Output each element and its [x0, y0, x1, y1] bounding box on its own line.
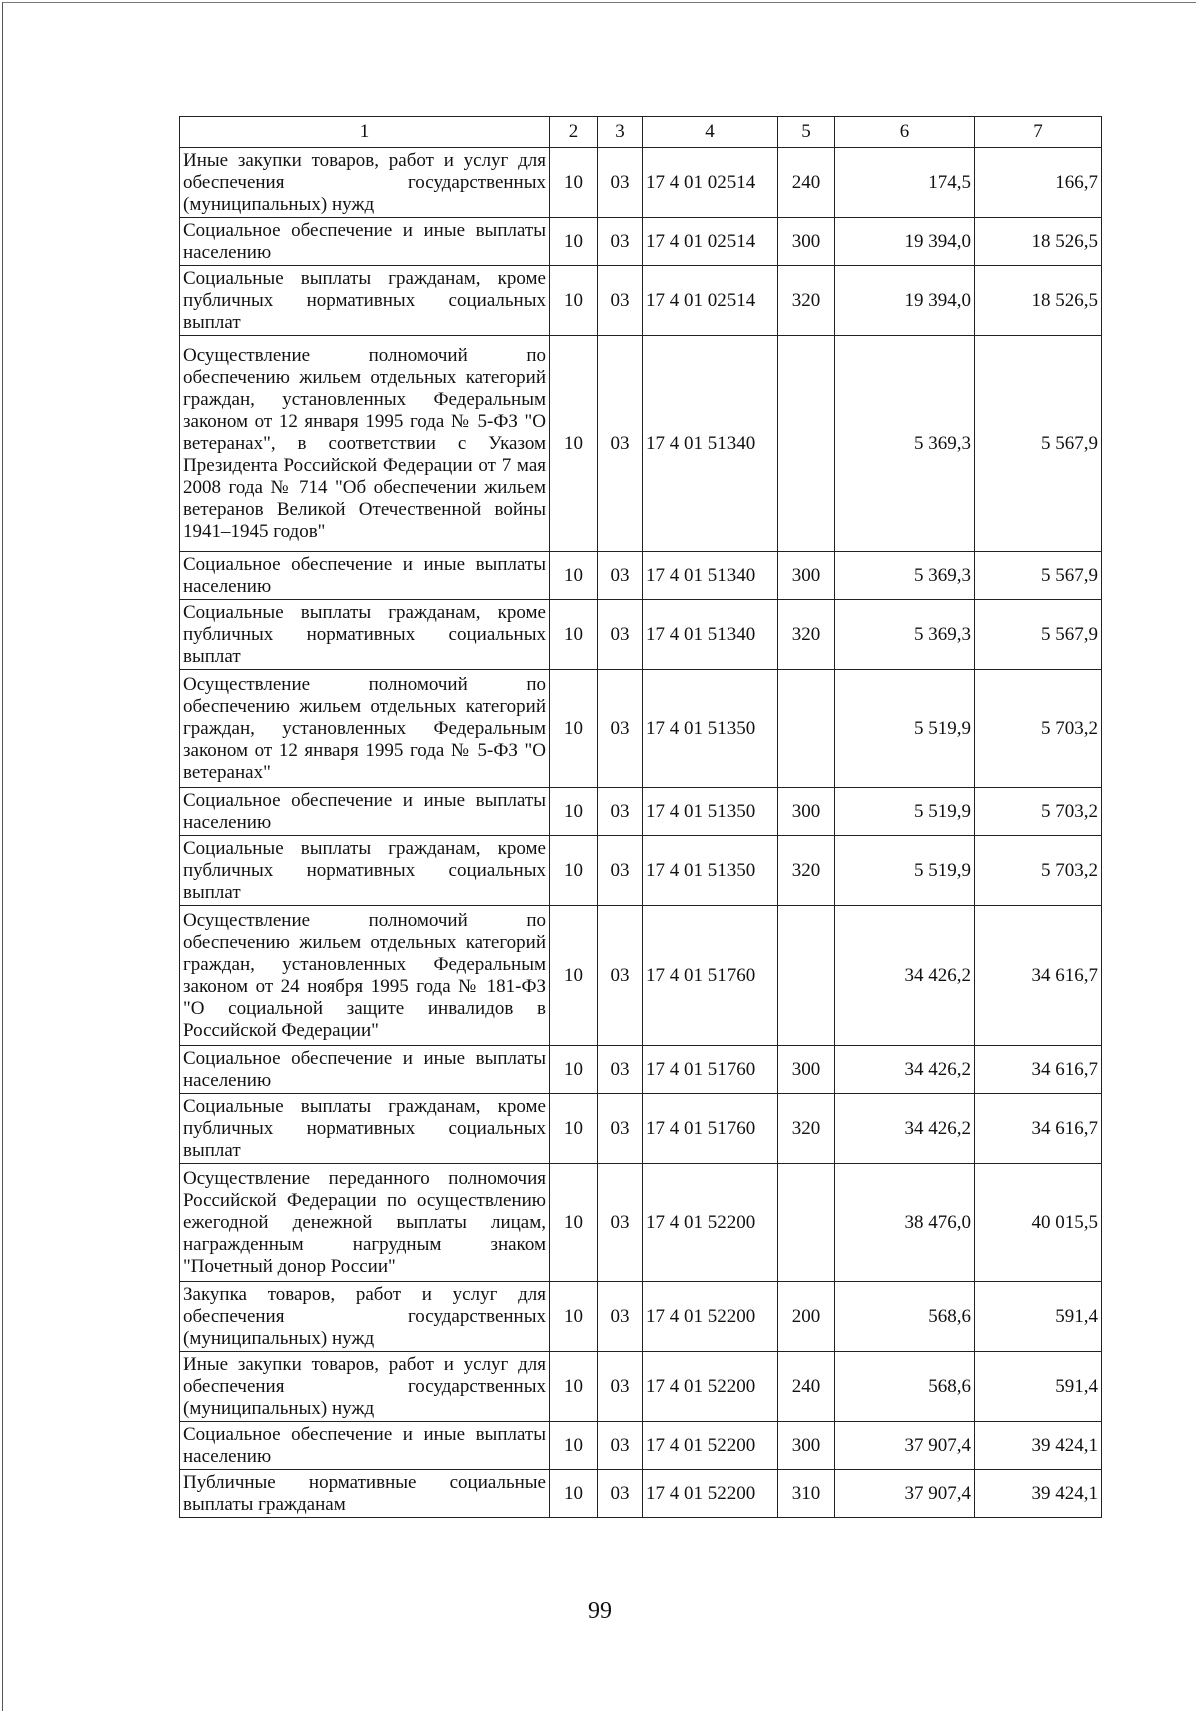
header-col-6: 6 [835, 117, 975, 148]
row-col-7: 40 015,5 [975, 1164, 1102, 1282]
row-col-6: 568,6 [835, 1352, 975, 1422]
row-col-7: 5 703,2 [975, 836, 1102, 906]
header-col-3: 3 [598, 117, 643, 148]
row-col-6: 5 369,3 [835, 336, 975, 552]
row-name: Социальное обеспечение и иные выплаты населению [180, 1422, 550, 1470]
row-name: Социальное обеспечение и иные выплаты населению [180, 218, 550, 266]
row-col-2: 10 [550, 1094, 598, 1164]
row-col-6: 37 907,4 [835, 1470, 975, 1518]
row-col-6: 34 426,2 [835, 1094, 975, 1164]
row-col-5: 240 [778, 148, 835, 218]
row-col-6: 5 519,9 [835, 788, 975, 836]
row-col-7: 591,4 [975, 1352, 1102, 1422]
row-col-7: 34 616,7 [975, 1046, 1102, 1094]
row-col-3: 03 [598, 1422, 643, 1470]
row-name: Осуществление полномочий по обеспечению жильем отдельных категорий граждан, установленных Федеральным законом от 24 ноября 1995 года № 181-ФЗ "О социальной защите инвалидов в Российской Федерации" [180, 906, 550, 1046]
row-col-7: 591,4 [975, 1282, 1102, 1352]
row-col-7: 5 703,2 [975, 788, 1102, 836]
row-name: Иные закупки товаров, работ и услуг для обеспечения государственных (муниципальных) нужд [180, 148, 550, 218]
row-col-7: 39 424,1 [975, 1422, 1102, 1470]
row-col-3: 03 [598, 552, 643, 600]
row-col-5: 300 [778, 552, 835, 600]
row-name: Социальные выплаты гражданам, кроме публичных нормативных социальных выплат [180, 836, 550, 906]
table-row [180, 266, 1102, 336]
row-col-2: 10 [550, 1422, 598, 1470]
row-col-7: 34 616,7 [975, 906, 1102, 1046]
table-row [180, 600, 1102, 670]
row-name: Социальные выплаты гражданам, кроме публичных нормативных социальных выплат [180, 600, 550, 670]
header-col-1: 1 [180, 117, 550, 148]
row-col-2: 10 [550, 1046, 598, 1094]
row-col-7: 5 567,9 [975, 552, 1102, 600]
row-col-7: 5 567,9 [975, 600, 1102, 670]
table-row [180, 1046, 1102, 1094]
row-col-7: 39 424,1 [975, 1470, 1102, 1518]
row-col-4: 17 4 01 51760 [643, 906, 778, 1046]
row-col-6: 19 394,0 [835, 218, 975, 266]
row-col-4: 17 4 01 51350 [643, 836, 778, 906]
row-col-7: 34 616,7 [975, 1094, 1102, 1164]
budget-table [179, 116, 1102, 1518]
row-col-6: 34 426,2 [835, 1046, 975, 1094]
table-row [180, 836, 1102, 906]
row-col-6: 38 476,0 [835, 1164, 975, 1282]
row-col-5: 320 [778, 266, 835, 336]
row-name: Иные закупки товаров, работ и услуг для обеспечения государственных (муниципальных) нужд [180, 1352, 550, 1422]
row-col-4: 17 4 01 51340 [643, 552, 778, 600]
row-name: Социальные выплаты гражданам, кроме публичных нормативных социальных выплат [180, 266, 550, 336]
row-col-7: 5 703,2 [975, 670, 1102, 788]
row-col-3: 03 [598, 906, 643, 1046]
row-col-2: 10 [550, 1470, 598, 1518]
row-col-3: 03 [598, 1470, 643, 1518]
row-col-2: 10 [550, 266, 598, 336]
row-col-5: 320 [778, 1094, 835, 1164]
row-col-5: 300 [778, 218, 835, 266]
row-col-2: 10 [550, 836, 598, 906]
row-col-4: 17 4 01 02514 [643, 266, 778, 336]
row-col-5: 320 [778, 600, 835, 670]
row-col-3: 03 [598, 670, 643, 788]
row-col-4: 17 4 01 52200 [643, 1352, 778, 1422]
row-col-3: 03 [598, 266, 643, 336]
row-name: Осуществление полномочий по обеспечению жильем отдельных категорий граждан, установленных Федеральным законом от 12 января 1995 года № 5-ФЗ "О ветеранах", в соответствии с Указом Президента Российской Федерации от 7 мая 2008 года № 714 "Об обеспечении жильем ветеранов Великой Отечественной войны 1941–1945 годов" [180, 336, 550, 552]
row-col-5: 320 [778, 836, 835, 906]
row-col-4: 17 4 01 52200 [643, 1470, 778, 1518]
row-col-6: 19 394,0 [835, 266, 975, 336]
row-name: Социальное обеспечение и иные выплаты населению [180, 788, 550, 836]
row-col-4: 17 4 01 51340 [643, 600, 778, 670]
table-row [180, 670, 1102, 788]
row-col-2: 10 [550, 906, 598, 1046]
row-name: Социальные выплаты гражданам, кроме публичных нормативных социальных выплат [180, 1094, 550, 1164]
row-col-4: 17 4 01 51350 [643, 670, 778, 788]
table-row [180, 218, 1102, 266]
row-col-4: 17 4 01 52200 [643, 1282, 778, 1352]
row-col-4: 17 4 01 52200 [643, 1164, 778, 1282]
row-col-6: 37 907,4 [835, 1422, 975, 1470]
row-col-5 [778, 336, 835, 552]
row-col-4: 17 4 01 52200 [643, 1422, 778, 1470]
row-col-2: 10 [550, 552, 598, 600]
header-row [180, 117, 1102, 148]
row-col-2: 10 [550, 336, 598, 552]
row-col-6: 5 369,3 [835, 600, 975, 670]
row-col-5 [778, 906, 835, 1046]
row-col-5: 300 [778, 1422, 835, 1470]
row-name: Осуществление переданного полномочия Российской Федерации по осуществлению ежегодной денежной выплаты лицам, награжденным нагрудным знаком "Почетный донор России" [180, 1164, 550, 1282]
header-col-2: 2 [550, 117, 598, 148]
row-col-2: 10 [550, 600, 598, 670]
row-col-3: 03 [598, 788, 643, 836]
row-col-5: 300 [778, 788, 835, 836]
table-row [180, 148, 1102, 218]
table-row [180, 336, 1102, 552]
row-name: Закупка товаров, работ и услуг для обеспечения государственных (муниципальных) нужд [180, 1282, 550, 1352]
header-col-7: 7 [975, 117, 1102, 148]
table-row [180, 1422, 1102, 1470]
row-col-5 [778, 1164, 835, 1282]
row-col-2: 10 [550, 670, 598, 788]
row-col-6: 5 519,9 [835, 670, 975, 788]
row-col-7: 166,7 [975, 148, 1102, 218]
row-col-5: 310 [778, 1470, 835, 1518]
row-col-6: 568,6 [835, 1282, 975, 1352]
row-name: Социальное обеспечение и иные выплаты населению [180, 552, 550, 600]
header-col-4: 4 [643, 117, 778, 148]
row-col-7: 5 567,9 [975, 336, 1102, 552]
row-name: Осуществление полномочий по обеспечению жильем отдельных категорий граждан, установленных Федеральным законом от 12 января 1995 года № 5-ФЗ "О ветеранах" [180, 670, 550, 788]
row-col-4: 17 4 01 02514 [643, 148, 778, 218]
row-col-3: 03 [598, 1352, 643, 1422]
row-col-2: 10 [550, 1352, 598, 1422]
row-col-2: 10 [550, 218, 598, 266]
row-col-4: 17 4 01 51760 [643, 1094, 778, 1164]
table-row [180, 1282, 1102, 1352]
row-col-2: 10 [550, 1282, 598, 1352]
row-name: Социальное обеспечение и иные выплаты населению [180, 1046, 550, 1094]
row-col-3: 03 [598, 836, 643, 906]
row-col-3: 03 [598, 1094, 643, 1164]
row-col-3: 03 [598, 600, 643, 670]
row-col-4: 17 4 01 02514 [643, 218, 778, 266]
page-number: 99 [588, 1598, 612, 1624]
row-col-3: 03 [598, 1046, 643, 1094]
row-col-3: 03 [598, 1164, 643, 1282]
row-col-5 [778, 670, 835, 788]
row-col-6: 174,5 [835, 148, 975, 218]
row-col-4: 17 4 01 51760 [643, 1046, 778, 1094]
row-col-3: 03 [598, 336, 643, 552]
row-name: Публичные нормативные социальные выплаты гражданам [180, 1470, 550, 1518]
header-col-5: 5 [778, 117, 835, 148]
row-col-2: 10 [550, 148, 598, 218]
table-row [180, 788, 1102, 836]
row-col-2: 10 [550, 788, 598, 836]
row-col-7: 18 526,5 [975, 218, 1102, 266]
row-col-3: 03 [598, 1282, 643, 1352]
row-col-5: 200 [778, 1282, 835, 1352]
row-col-6: 34 426,2 [835, 906, 975, 1046]
table-row [180, 1352, 1102, 1422]
table-row [180, 1470, 1102, 1518]
row-col-3: 03 [598, 218, 643, 266]
table-row [180, 906, 1102, 1046]
row-col-4: 17 4 01 51350 [643, 788, 778, 836]
row-col-3: 03 [598, 148, 643, 218]
row-col-6: 5 519,9 [835, 836, 975, 906]
row-col-4: 17 4 01 51340 [643, 336, 778, 552]
row-col-5: 300 [778, 1046, 835, 1094]
row-col-5: 240 [778, 1352, 835, 1422]
table-row [180, 552, 1102, 600]
row-col-6: 5 369,3 [835, 552, 975, 600]
table-row [180, 1094, 1102, 1164]
table-row [180, 1164, 1102, 1282]
row-col-7: 18 526,5 [975, 266, 1102, 336]
row-col-2: 10 [550, 1164, 598, 1282]
